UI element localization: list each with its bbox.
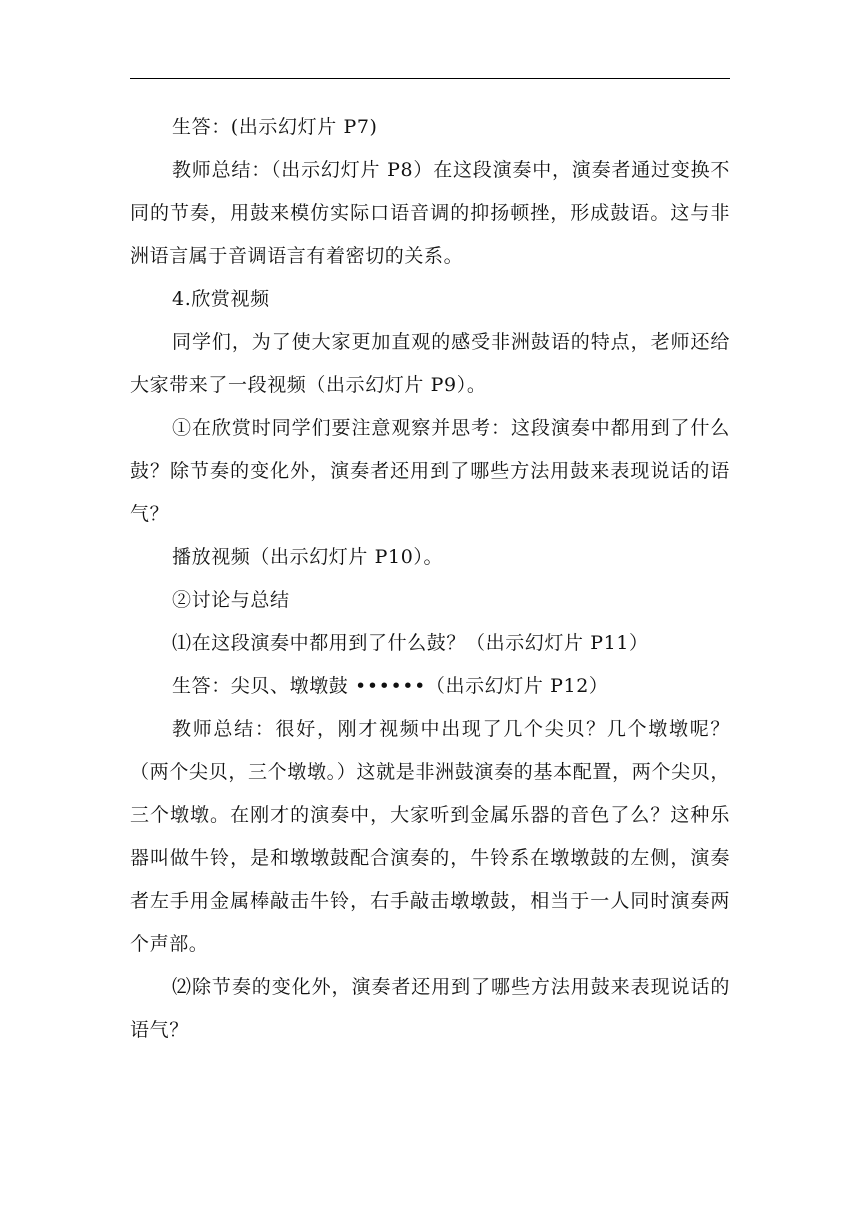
paragraph: 教师总结：很好，刚才视频中出现了几个尖贝？几个墩墩呢？（两个尖贝，三个墩墩。）这就是非洲鼓演奏的基本配置，两个尖贝，三个墩墩。在刚才的演奏中，大家听到金属乐器的音色了么？这种乐器叫做牛铃，是和墩墩鼓配合演奏的，牛铃系在墩墩鼓的左侧，演奏者左手用金属棒敲击牛铃，右手敲击墩墩鼓，相当于一人同时演奏两个声部。 [130, 718, 730, 955]
section-heading: 4.欣赏视频 [172, 288, 270, 310]
paragraph: 生答：(出示幻灯片 P7) [172, 116, 378, 138]
header-rule [130, 78, 730, 79]
paragraph: 教师总结：（出示幻灯片 P8）在这段演奏中，演奏者通过变换不同的节奏，用鼓来模仿实际口语音调的抑扬顿挫，形成鼓语。这与非洲语言属于音调语言有着密切的关系。 [130, 159, 730, 267]
paragraph: ⑴在这段演奏中都用到了什么鼓？（出示幻灯片 P11） [172, 632, 649, 654]
paragraph: ②讨论与总结 [172, 589, 290, 611]
paragraph: ⑵除节奏的变化外，演奏者还用到了哪些方法用鼓来表现说话的语气？ [130, 976, 730, 1041]
document-body [130, 106, 730, 1052]
paragraph: 生答：尖贝、墩墩鼓 ••••••（出示幻灯片 P12） [172, 675, 609, 697]
paragraph: ①在欣赏时同学们要注意观察并思考：这段演奏中都用到了什么鼓？除节奏的变化外，演奏者还用到了哪些方法用鼓来表现说话的语气？ [130, 417, 730, 525]
paragraph: 同学们，为了使大家更加直观的感受非洲鼓语的特点，老师还给大家带来了一段视频（出示幻灯片 P9）。 [130, 331, 730, 396]
paragraph: 播放视频（出示幻灯片 P10）。 [172, 546, 444, 568]
